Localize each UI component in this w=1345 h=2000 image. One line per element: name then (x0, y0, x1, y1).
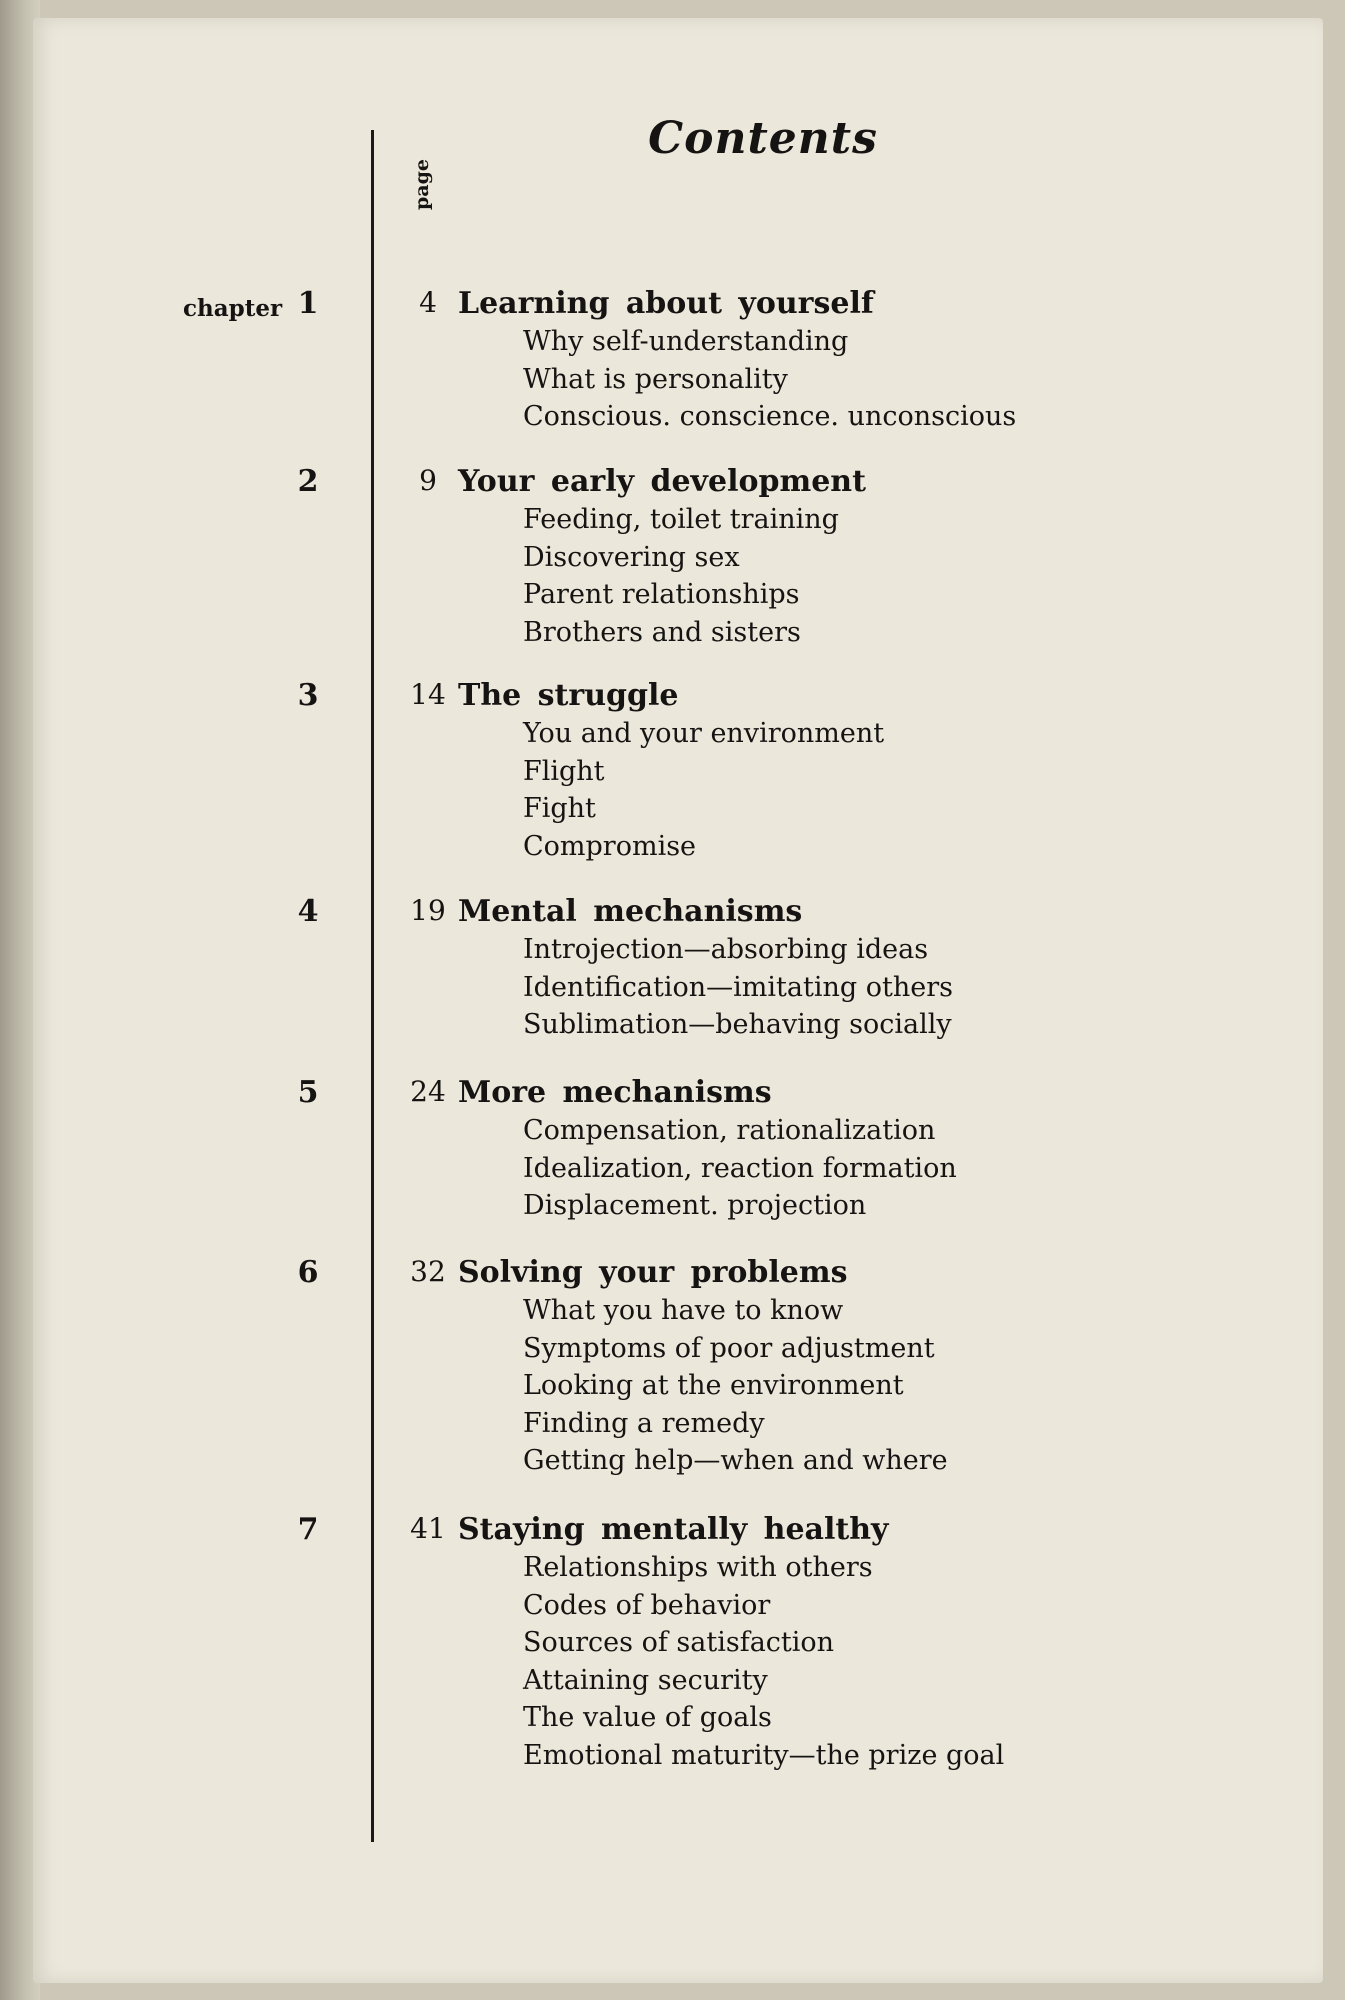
topic-item: Attaining security (523, 1664, 768, 1696)
topic-item: Symptoms of poor adjustment (523, 1332, 935, 1364)
topic-item: Sublimation—behaving socially (523, 1009, 952, 1040)
chapter-title: Mental mechanisms (458, 894, 803, 929)
topic-item: Introjection—absorbing ideas (523, 934, 929, 965)
chapter-title: More mechanisms (458, 1075, 772, 1110)
chapter-number: 3 (297, 678, 319, 713)
chapter-title: Your early development (458, 464, 866, 499)
chapter-number: 4 (297, 894, 319, 929)
topic-item: Displacement. projection (523, 1190, 867, 1221)
vertical-rule (371, 130, 374, 1842)
chapter-page: 4 (419, 286, 437, 319)
chapter-title: Staying mentally healthy (458, 1512, 889, 1547)
chapter-number: 5 (297, 1075, 319, 1110)
topic-item: Emotional maturity—the prize goal (523, 1739, 1005, 1771)
chapter-topics (523, 501, 839, 651)
chapter-topics (523, 1292, 948, 1480)
chapter-number: 6 (297, 1255, 319, 1290)
chapter-title: The struggle (458, 678, 679, 713)
chapter-topics (523, 1112, 957, 1225)
chapter-number: 7 (297, 1512, 319, 1547)
chapter-page: 9 (419, 464, 437, 497)
topic-item: Finding a remedy (523, 1407, 765, 1439)
chapter-topics (523, 931, 953, 1044)
chapter-page: 14 (410, 678, 446, 711)
chapter-topics (523, 1549, 1004, 1774)
topic-item: Idealization, reaction formation (523, 1152, 957, 1184)
chapter-number: 2 (297, 464, 319, 499)
topic-item: Getting help—when and where (523, 1445, 948, 1476)
topic-item: Why self-understanding (523, 326, 849, 357)
topic-item: Relationships with others (523, 1552, 873, 1583)
chapter-column-header: chapter (183, 295, 283, 322)
chapter-title: Learning about yourself (458, 286, 874, 321)
topic-item: Compensation, rationalization (523, 1115, 936, 1146)
topic-item: Brothers and sisters (523, 616, 801, 648)
chapter-topics (523, 715, 884, 865)
chapter-topics (523, 323, 1016, 436)
topic-item: The value of goals (523, 1702, 772, 1733)
chapter-page: 19 (410, 894, 446, 927)
topic-item: Identification—imitating others (523, 971, 953, 1003)
topic-item: What is personality (523, 363, 788, 395)
page-column-header: page (411, 159, 433, 210)
topic-item: Conscious. conscience. unconscious (523, 401, 1017, 432)
topic-item: Looking at the environment (523, 1370, 904, 1401)
topic-item: Feeding, toilet training (523, 504, 839, 535)
chapter-page: 24 (410, 1075, 446, 1108)
chapter-page: 32 (410, 1255, 446, 1288)
topic-item: Fight (523, 793, 596, 824)
topic-item: What you have to know (523, 1295, 844, 1326)
topic-item: Flight (523, 755, 605, 787)
contents-page (33, 18, 1323, 1983)
topic-item: Parent relationships (523, 579, 800, 610)
topic-item: You and your environment (523, 718, 885, 749)
topic-item: Compromise (523, 830, 697, 862)
chapter-page: 41 (410, 1512, 446, 1545)
chapter-title: Solving your problems (458, 1255, 848, 1290)
topic-item: Codes of behavior (523, 1589, 771, 1621)
chapter-number: 1 (297, 286, 319, 321)
topic-item: Discovering sex (523, 541, 740, 573)
page-title: Contents (648, 113, 878, 164)
topic-item: Sources of satisfaction (523, 1627, 835, 1658)
